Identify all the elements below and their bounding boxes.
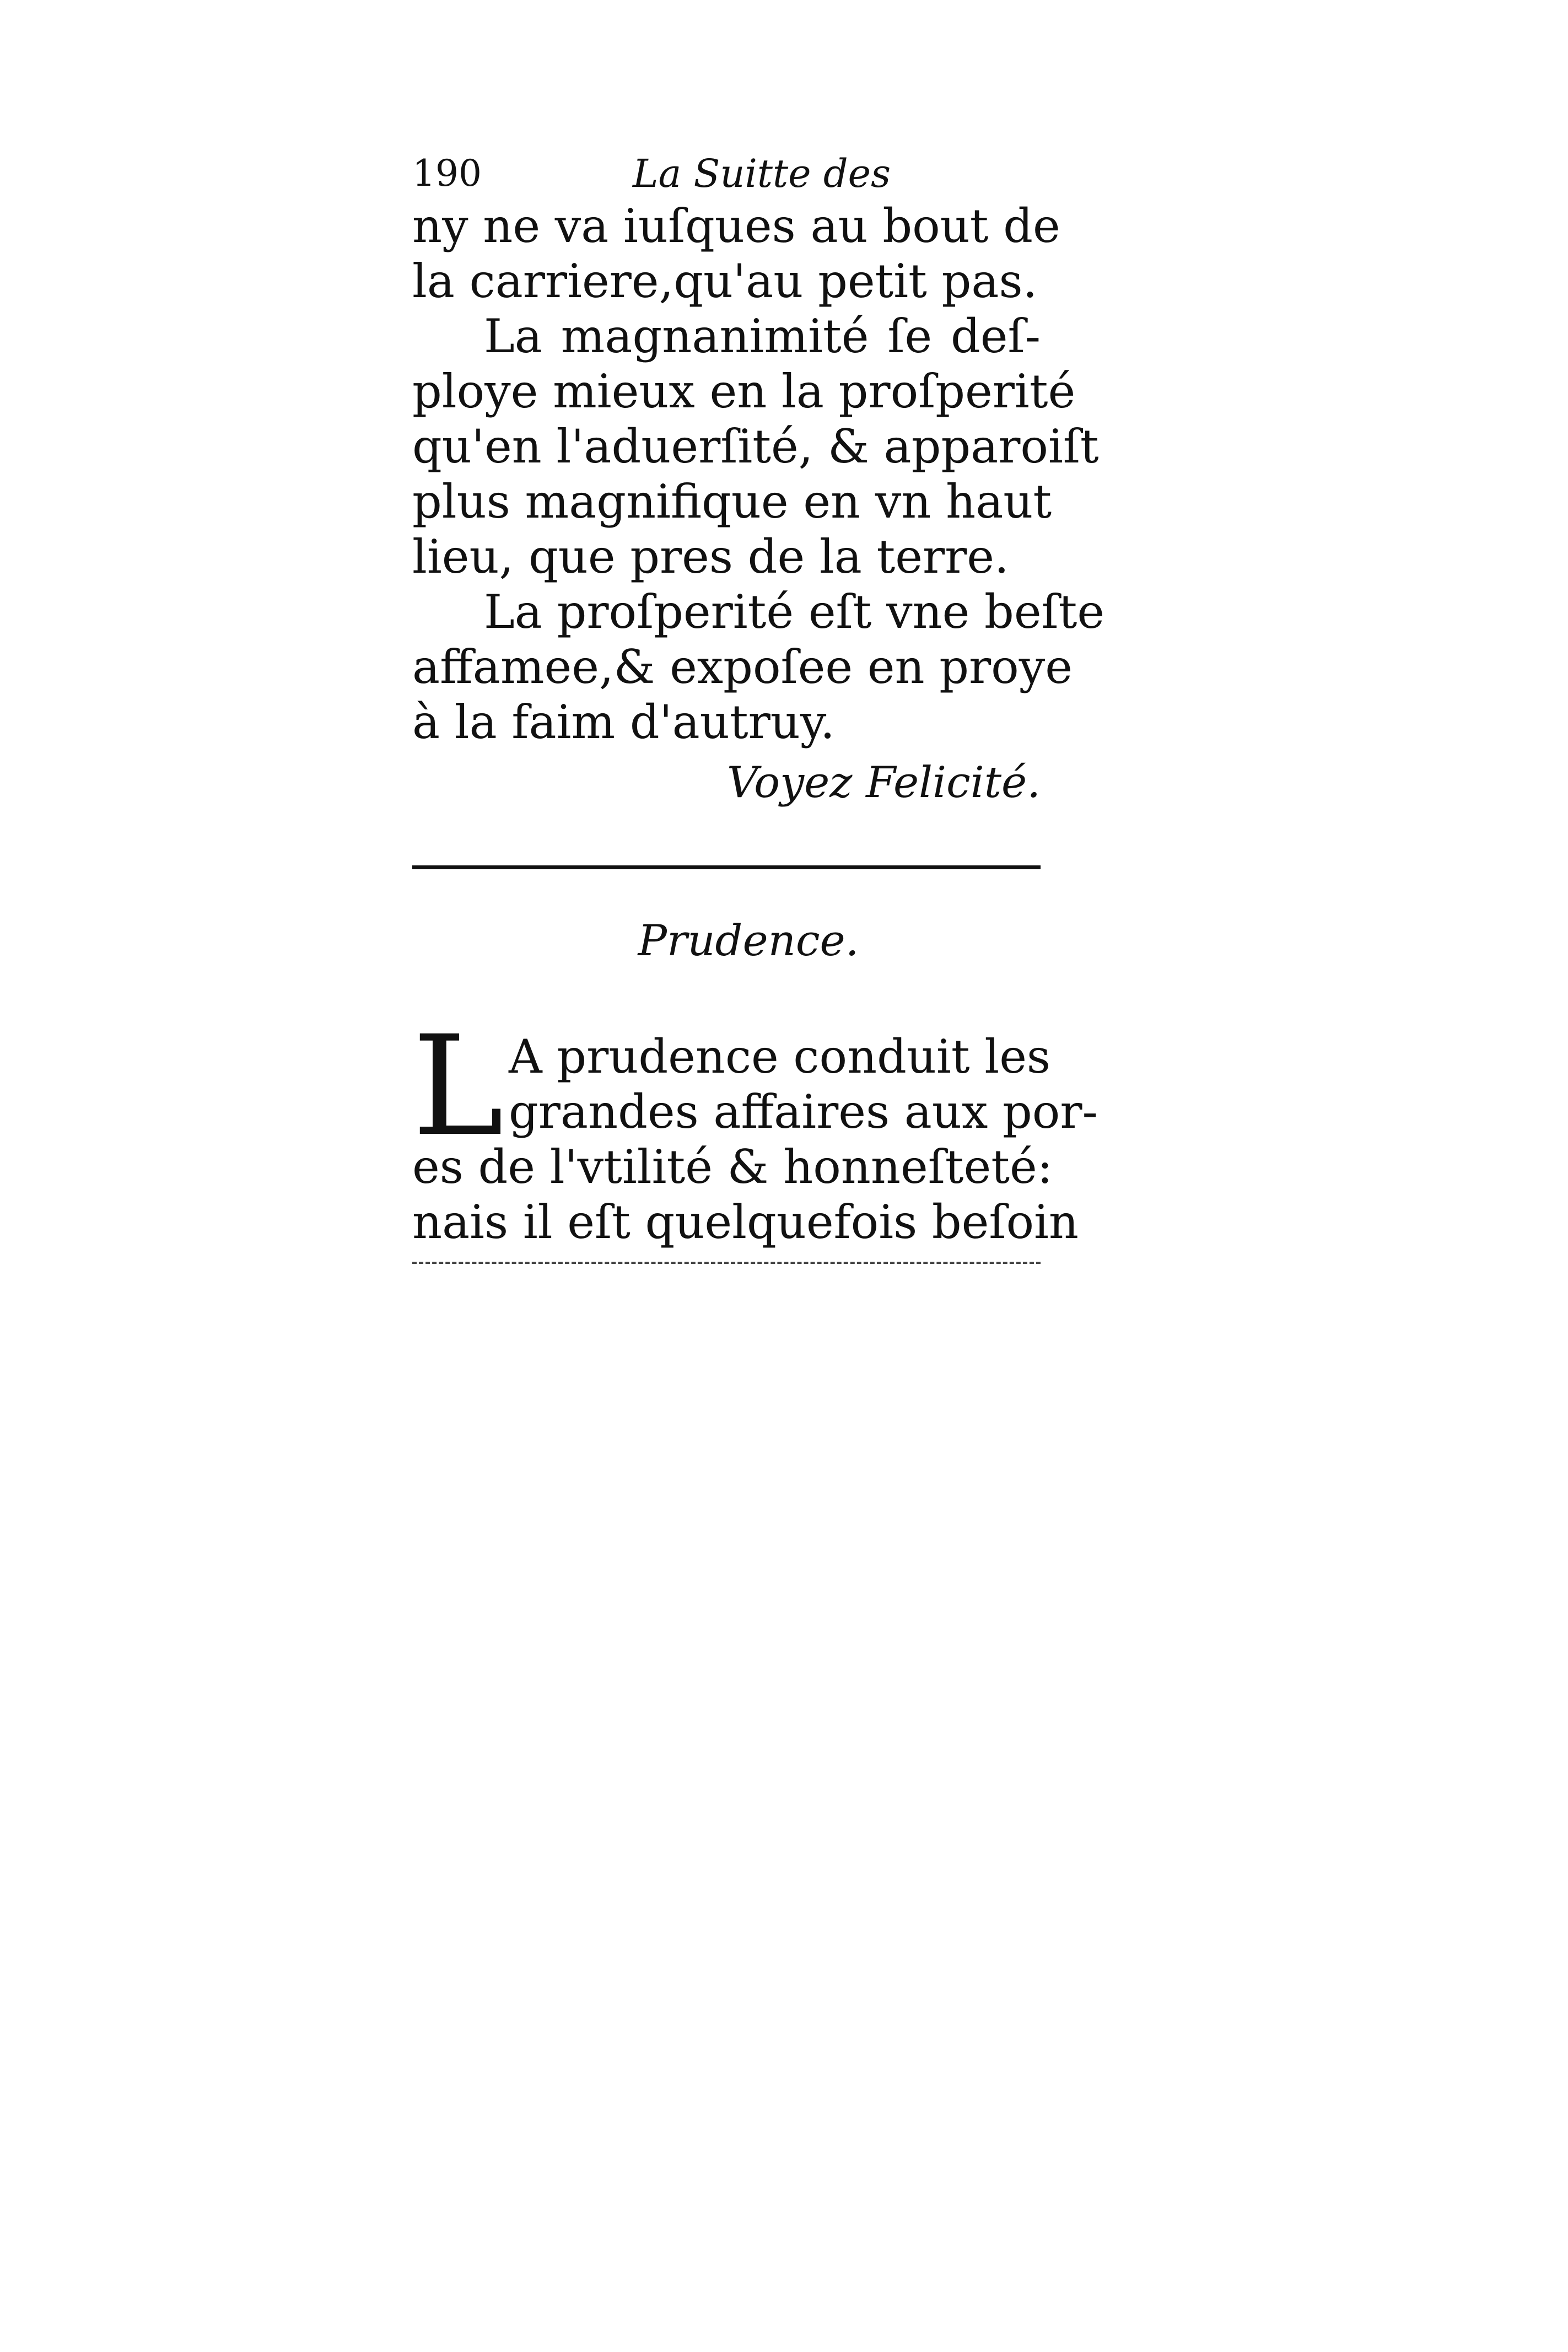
paragraph-magnanimite (412, 309, 1099, 584)
paragraph-continuation (412, 198, 1060, 309)
page-number: 190 (412, 152, 482, 195)
text-line: ny ne va iuſques au bout de (412, 199, 1060, 253)
text-line: lieu, que pres de la terre. (412, 530, 1009, 584)
text-line: es de l'vtilité & honneſteté: (412, 1140, 1053, 1194)
text-line: ploye mieux en la proſperité (412, 364, 1076, 418)
paragraph-prudence (412, 1006, 1098, 1250)
text-line: nais il eſt quelquefois beſoin (412, 1195, 1079, 1249)
text-line: La proſperité eſt vne beſte (484, 585, 1105, 639)
text-line: A prudence conduit les (509, 1030, 1051, 1084)
book-page (412, 149, 1105, 1264)
drop-cap: L (412, 1006, 504, 1166)
text-line: affamee,& expoſee en proye (412, 640, 1073, 694)
cross-reference: Voyez Felicité. (726, 758, 1041, 808)
text-line: qu'en l'aduerſité, & apparoiſt (412, 419, 1099, 473)
text-line: la carriere,qu'au petit pas. (412, 254, 1038, 308)
text-line: grandes affaires aux por- (509, 1085, 1098, 1139)
running-title: La Suitte des (633, 151, 891, 196)
section-title: Prudence. (638, 916, 859, 966)
section-divider (412, 865, 1041, 869)
page-header (412, 149, 1041, 198)
page-bottom-edge (412, 1262, 1041, 1264)
text-line: La magnanimité ſe deſ- (484, 309, 1041, 363)
text-line: à la faim d'autruy. (412, 695, 835, 749)
paragraph-prosperite (412, 584, 1105, 750)
text-line: plus magnifique en vn haut (412, 475, 1052, 529)
